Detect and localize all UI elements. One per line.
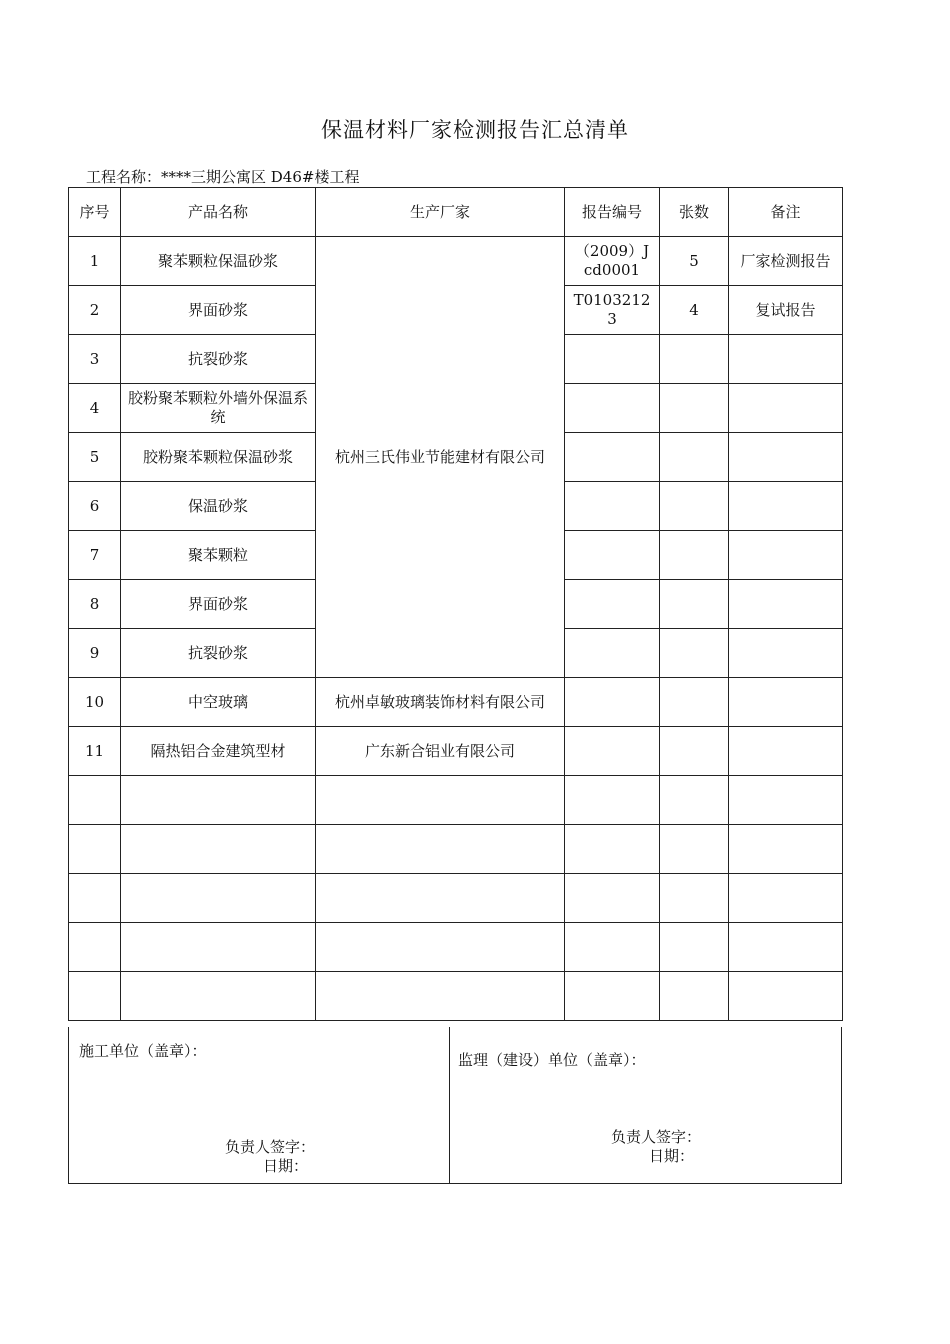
table-row-blank [69,923,843,972]
contractor-unit-label: 施工单位（盖章）： [79,1042,207,1060]
cell-remark [729,482,843,531]
cell-count [660,482,729,531]
cell-report [565,727,660,776]
cell-no: 4 [69,384,121,433]
table-row-blank [69,825,843,874]
cell-report [565,629,660,678]
table-row-blank [69,874,843,923]
supervisor-unit-label: 监理（建设）单位（盖章）： [458,1051,646,1069]
header-remark: 备注 [729,188,843,237]
header-product: 产品名称 [121,188,316,237]
cell-no: 3 [69,335,121,384]
cell-report: （2009）J cd0001 [565,237,660,286]
supervisor-signer-label: 负责人签字： [611,1128,702,1146]
table-row [69,727,843,776]
cell-maker: 杭州卓敏玻璃装饰材料有限公司 [316,678,565,727]
cell-remark [729,629,843,678]
cell-remark [729,433,843,482]
cell-count [660,335,729,384]
cell-count [660,678,729,727]
cell-report [565,678,660,727]
cell-report [565,482,660,531]
table-row-blank [69,776,843,825]
cell-count [660,629,729,678]
header-report: 报告编号 [565,188,660,237]
cell-product: 界面砂浆 [121,286,316,335]
cell-product: 保温砂浆 [121,482,316,531]
cell-count: 5 [660,237,729,286]
cell-count [660,531,729,580]
cell-no: 1 [69,237,121,286]
cell-report: T01032123 [565,286,660,335]
cell-product: 胶粉聚苯颗粒保温砂浆 [121,433,316,482]
cell-no: 11 [69,727,121,776]
cell-report [565,433,660,482]
cell-no: 6 [69,482,121,531]
cell-no: 8 [69,580,121,629]
report-table [68,187,843,1021]
cell-product: 界面砂浆 [121,580,316,629]
contractor-sign-box [69,1027,450,1183]
contractor-signer-label: 负责人签字： [225,1138,316,1156]
cell-remark: 厂家检测报告 [729,237,843,286]
supervisor-date-label: 日期： [649,1147,695,1165]
cell-remark [729,335,843,384]
cell-product: 聚苯颗粒 [121,531,316,580]
cell-product: 中空玻璃 [121,678,316,727]
header-maker: 生产厂家 [316,188,565,237]
contractor-date-label: 日期： [263,1157,309,1175]
cell-product: 抗裂砂浆 [121,335,316,384]
table-header-row [69,188,843,237]
cell-product: 胶粉聚苯颗粒外墙外保温系统 [121,384,316,433]
cell-count [660,433,729,482]
header-no: 序号 [69,188,121,237]
cell-remark: 复试报告 [729,286,843,335]
table-row [69,678,843,727]
cell-no: 7 [69,531,121,580]
cell-count [660,580,729,629]
document-title: 保温材料厂家检测报告汇总清单 [321,118,629,142]
cell-no: 2 [69,286,121,335]
signature-section [68,1027,842,1184]
cell-remark [729,580,843,629]
header-count: 张数 [660,188,729,237]
cell-report [565,384,660,433]
project-name: 工程名称：****三期公寓区 D46#楼工程 [86,168,360,186]
cell-product: 聚苯颗粒保温砂浆 [121,237,316,286]
cell-no: 9 [69,629,121,678]
cell-remark [729,727,843,776]
cell-report [565,580,660,629]
table-row-blank [69,972,843,1021]
cell-no: 10 [69,678,121,727]
cell-remark [729,678,843,727]
cell-count [660,727,729,776]
cell-maker: 广东新合铝业有限公司 [316,727,565,776]
cell-product: 抗裂砂浆 [121,629,316,678]
cell-product: 隔热铝合金建筑型材 [121,727,316,776]
cell-remark [729,384,843,433]
cell-remark [729,531,843,580]
cell-report [565,531,660,580]
cell-no: 5 [69,433,121,482]
cell-report [565,335,660,384]
table-row [69,237,843,286]
supervisor-sign-box [449,1027,842,1183]
cell-count [660,384,729,433]
cell-count: 4 [660,286,729,335]
cell-maker-merged: 杭州三氏伟业节能建材有限公司 [316,237,565,678]
